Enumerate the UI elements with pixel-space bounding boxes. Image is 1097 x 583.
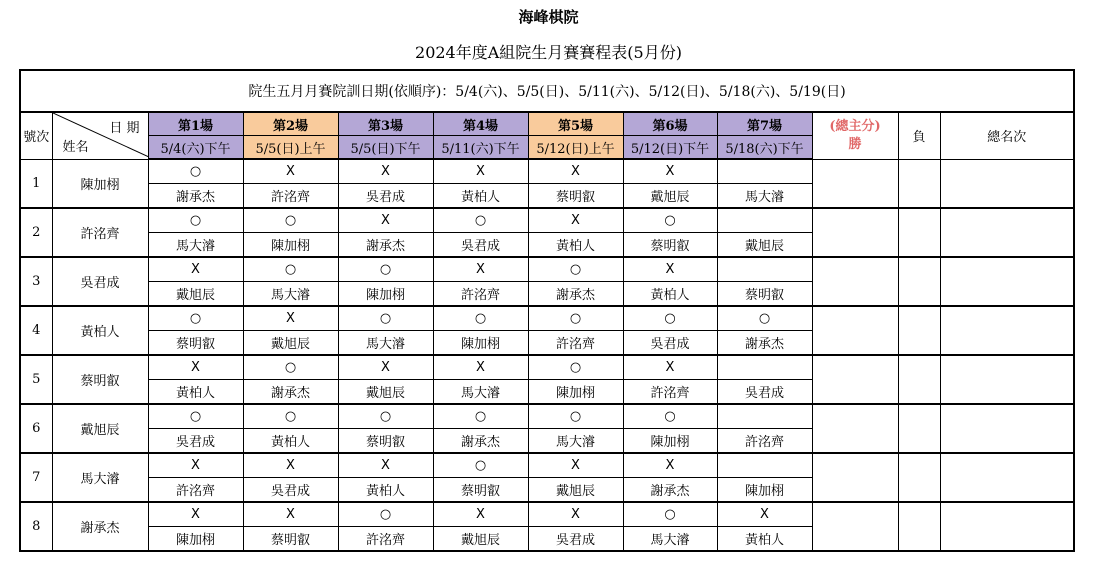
opponent-name: 蔡明叡 — [717, 282, 812, 307]
player-name: 吳君成 — [52, 257, 148, 306]
player-number: 2 — [20, 208, 52, 257]
result-mark: ○ — [433, 306, 528, 331]
opponent-name: 戴旭辰 — [623, 184, 717, 209]
opponent-name: 戴旭辰 — [717, 233, 812, 258]
result-mark — [717, 257, 812, 282]
result-mark: X — [528, 502, 623, 527]
opponent-name: 戴旭辰 — [338, 380, 433, 405]
game-6-label: 第6場 — [623, 112, 717, 136]
opponent-name: 吳君成 — [148, 429, 243, 454]
game-4-time: 5/11(六)下午 — [433, 136, 528, 160]
result-mark — [717, 404, 812, 429]
player-number: 5 — [20, 355, 52, 404]
opponent-name: 吳君成 — [623, 331, 717, 356]
result-mark: ○ — [148, 208, 243, 233]
game-7-time: 5/18(六)下午 — [717, 136, 812, 160]
schedule-banner: 院生五月月賽院訓日期(依順序)：5/4(六)、5/5(日)、5/11(六)、5/12(日)、5/18(六)、5/19(日) — [20, 70, 1074, 112]
result-mark: ○ — [528, 306, 623, 331]
result-mark — [717, 208, 812, 233]
opponent-name: 陳加栩 — [338, 282, 433, 307]
player-row — [20, 257, 1074, 282]
player-row — [20, 306, 1074, 331]
result-mark: X — [243, 453, 338, 478]
player-name: 謝承杰 — [52, 502, 148, 551]
player-name: 蔡明叡 — [52, 355, 148, 404]
rank-cell[interactable] — [940, 306, 1074, 355]
opponent-name: 馬大濬 — [243, 282, 338, 307]
player-name: 許洺齊 — [52, 208, 148, 257]
player-number: 6 — [20, 404, 52, 453]
result-mark: ○ — [148, 159, 243, 184]
page-title: 2024年度A組院生月賽賽程表(5月份) — [415, 43, 682, 62]
losses-cell[interactable] — [898, 355, 940, 404]
wins-cell[interactable] — [812, 453, 898, 502]
result-mark: X — [148, 453, 243, 478]
player-row — [20, 208, 1074, 233]
player-row — [20, 159, 1074, 184]
opponent-name: 戴旭辰 — [243, 331, 338, 356]
wins-label: 勝 — [848, 136, 862, 152]
result-mark — [717, 355, 812, 380]
opponent-name: 馬大濬 — [338, 331, 433, 356]
result-mark: X — [623, 355, 717, 380]
wins-header — [812, 112, 898, 159]
opponent-name: 戴旭辰 — [528, 478, 623, 503]
rank-cell[interactable] — [940, 159, 1074, 208]
opponent-name: 蔡明叡 — [243, 527, 338, 552]
player-number: 3 — [20, 257, 52, 306]
opponent-name: 陳加栩 — [433, 331, 528, 356]
opponent-name: 蔡明叡 — [338, 429, 433, 454]
player-number: 4 — [20, 306, 52, 355]
result-mark: X — [717, 502, 812, 527]
player-number: 1 — [20, 159, 52, 208]
losses-cell[interactable] — [898, 208, 940, 257]
opponent-name: 馬大濬 — [433, 380, 528, 405]
result-mark: X — [433, 159, 528, 184]
result-mark: ○ — [623, 306, 717, 331]
opponent-name: 戴旭辰 — [433, 527, 528, 552]
rank-cell[interactable] — [940, 257, 1074, 306]
game-2-time: 5/5(日)上午 — [243, 136, 338, 160]
result-mark: X — [528, 453, 623, 478]
opponent-name: 蔡明叡 — [148, 331, 243, 356]
wins-cell[interactable] — [812, 208, 898, 257]
result-mark: ○ — [243, 355, 338, 380]
result-mark: X — [623, 257, 717, 282]
result-mark: X — [243, 502, 338, 527]
game-5-label: 第5場 — [528, 112, 623, 136]
player-number: 7 — [20, 453, 52, 502]
total-score-label: (總主分) — [829, 118, 881, 134]
result-mark: X — [338, 453, 433, 478]
result-mark: ○ — [528, 257, 623, 282]
result-mark: X — [243, 306, 338, 331]
wins-cell[interactable] — [812, 502, 898, 551]
losses-cell[interactable] — [898, 404, 940, 453]
losses-cell[interactable] — [898, 159, 940, 208]
rank-cell[interactable] — [940, 404, 1074, 453]
result-mark: ○ — [623, 404, 717, 429]
opponent-name: 蔡明叡 — [528, 184, 623, 209]
game-5-time: 5/12(日)上午 — [528, 136, 623, 160]
opponent-name: 馬大濬 — [148, 233, 243, 258]
result-mark: X — [528, 159, 623, 184]
player-number: 8 — [20, 502, 52, 551]
losses-cell[interactable] — [898, 453, 940, 502]
opponent-name: 蔡明叡 — [433, 478, 528, 503]
result-mark: X — [528, 208, 623, 233]
result-mark: X — [338, 355, 433, 380]
opponent-name: 黃柏人 — [528, 233, 623, 258]
result-mark: ○ — [243, 257, 338, 282]
rank-cell[interactable] — [940, 208, 1074, 257]
opponent-name: 馬大濬 — [623, 527, 717, 552]
opponent-name: 謝承杰 — [148, 184, 243, 209]
result-mark: ○ — [717, 306, 812, 331]
result-mark: X — [338, 159, 433, 184]
opponent-name: 許洺齊 — [717, 429, 812, 454]
opponent-name: 許洺齊 — [243, 184, 338, 209]
result-mark: ○ — [433, 404, 528, 429]
wins-cell[interactable] — [812, 306, 898, 355]
result-mark: ○ — [148, 306, 243, 331]
opponent-name: 許洺齊 — [433, 282, 528, 307]
result-mark: ○ — [338, 257, 433, 282]
rank-cell[interactable] — [940, 355, 1074, 404]
result-mark: ○ — [528, 355, 623, 380]
rank-cell[interactable] — [940, 502, 1074, 551]
opponent-name: 吳君成 — [433, 233, 528, 258]
opponent-name: 吳君成 — [528, 527, 623, 552]
opponent-name: 謝承杰 — [623, 478, 717, 503]
result-mark — [717, 159, 812, 184]
result-mark: ○ — [433, 208, 528, 233]
game-4-label: 第4場 — [433, 112, 528, 136]
date-header-label: 日 期 — [109, 121, 140, 136]
game-6-time: 5/12(日)下午 — [623, 136, 717, 160]
wins-cell[interactable] — [812, 257, 898, 306]
opponent-name: 陳加栩 — [717, 478, 812, 503]
result-mark: X — [148, 257, 243, 282]
date-name-header — [52, 112, 148, 159]
opponent-name: 謝承杰 — [433, 429, 528, 454]
result-mark: ○ — [243, 404, 338, 429]
schedule-table — [19, 69, 1075, 552]
losses-cell[interactable] — [898, 257, 940, 306]
name-header-label: 姓名 — [62, 139, 89, 155]
org-title: 海峰棋院 — [518, 8, 579, 26]
wins-cell[interactable] — [812, 355, 898, 404]
opponent-name: 黃柏人 — [433, 184, 528, 209]
opponent-name: 吳君成 — [338, 184, 433, 209]
game-1-label: 第1場 — [148, 112, 243, 136]
game-1-time: 5/4(六)下午 — [148, 136, 243, 160]
opponent-name: 許洺齊 — [148, 478, 243, 503]
losses-cell[interactable] — [898, 502, 940, 551]
result-mark: ○ — [623, 208, 717, 233]
game-2-label: 第2場 — [243, 112, 338, 136]
player-name: 馬大濬 — [52, 453, 148, 502]
opponent-name: 馬大濬 — [717, 184, 812, 209]
result-mark: X — [623, 159, 717, 184]
opponent-name: 陳加栩 — [243, 233, 338, 258]
opponent-name: 馬大濬 — [528, 429, 623, 454]
opponent-name: 黃柏人 — [623, 282, 717, 307]
opponent-name: 許洺齊 — [528, 331, 623, 356]
result-mark: X — [243, 159, 338, 184]
result-mark — [717, 453, 812, 478]
player-row — [20, 404, 1074, 429]
opponent-name: 陳加栩 — [148, 527, 243, 552]
opponent-name: 黃柏人 — [338, 478, 433, 503]
opponent-name: 許洺齊 — [623, 380, 717, 405]
opponent-name: 蔡明叡 — [623, 233, 717, 258]
result-mark: ○ — [433, 453, 528, 478]
result-mark: X — [148, 355, 243, 380]
result-mark: X — [433, 257, 528, 282]
result-mark: X — [338, 208, 433, 233]
result-mark: X — [148, 502, 243, 527]
opponent-name: 戴旭辰 — [148, 282, 243, 307]
losses-header: 負 — [898, 112, 940, 159]
player-name: 陳加栩 — [52, 159, 148, 208]
opponent-name: 謝承杰 — [717, 331, 812, 356]
result-mark: ○ — [338, 306, 433, 331]
rank-cell[interactable] — [940, 453, 1074, 502]
opponent-name: 黃柏人 — [717, 527, 812, 552]
order-header: 號次 — [20, 112, 52, 159]
player-name: 黃柏人 — [52, 306, 148, 355]
opponent-name: 謝承杰 — [528, 282, 623, 307]
opponent-name: 陳加栩 — [623, 429, 717, 454]
player-row — [20, 355, 1074, 380]
result-mark: ○ — [338, 502, 433, 527]
opponent-name: 黃柏人 — [243, 429, 338, 454]
result-mark: ○ — [338, 404, 433, 429]
game-7-label: 第7場 — [717, 112, 812, 136]
result-mark: ○ — [528, 404, 623, 429]
opponent-name: 吳君成 — [243, 478, 338, 503]
player-row — [20, 502, 1074, 527]
game-3-time: 5/5(日)下午 — [338, 136, 433, 160]
result-mark: X — [623, 453, 717, 478]
result-mark: ○ — [243, 208, 338, 233]
wins-cell[interactable] — [812, 404, 898, 453]
result-mark: ○ — [148, 404, 243, 429]
opponent-name: 許洺齊 — [338, 527, 433, 552]
opponent-name: 吳君成 — [717, 380, 812, 405]
player-name: 戴旭辰 — [52, 404, 148, 453]
opponent-name: 謝承杰 — [338, 233, 433, 258]
opponent-name: 陳加栩 — [528, 380, 623, 405]
result-mark: X — [433, 502, 528, 527]
game-3-label: 第3場 — [338, 112, 433, 136]
player-row — [20, 453, 1074, 478]
result-mark: ○ — [623, 502, 717, 527]
rank-header: 總名次 — [940, 112, 1074, 159]
wins-cell[interactable] — [812, 159, 898, 208]
opponent-name: 黃柏人 — [148, 380, 243, 405]
losses-cell[interactable] — [898, 306, 940, 355]
opponent-name: 謝承杰 — [243, 380, 338, 405]
result-mark: X — [433, 355, 528, 380]
